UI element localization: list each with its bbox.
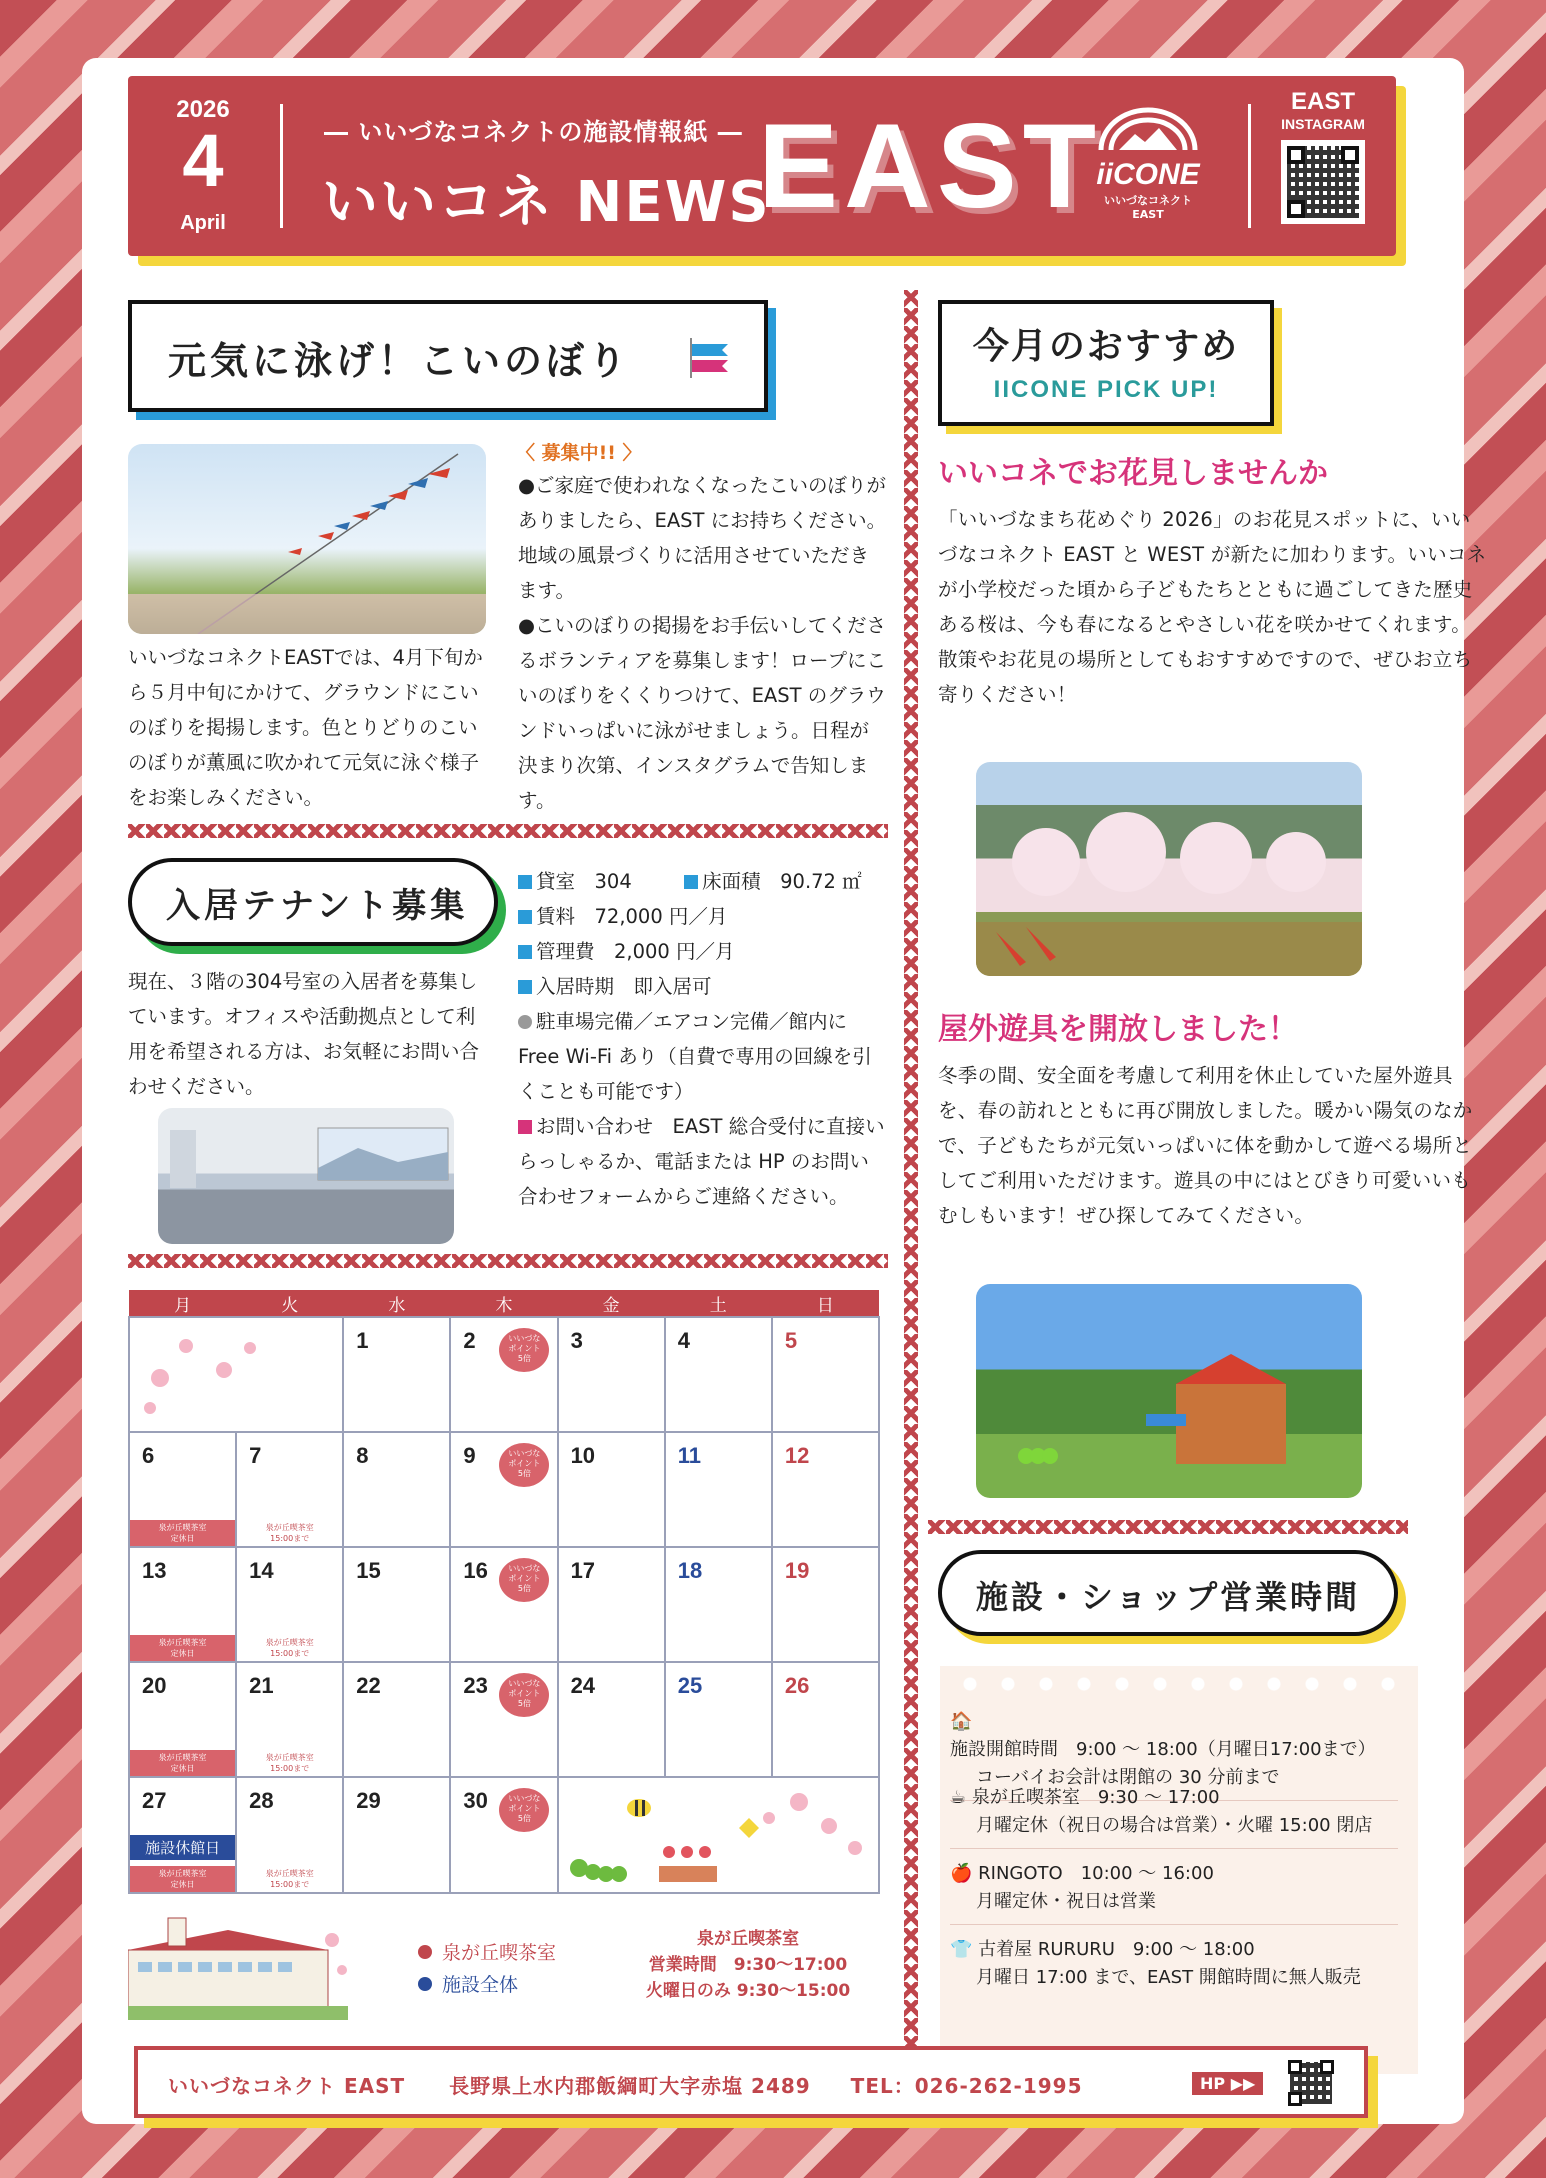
- weekday-wed: 水: [343, 1290, 450, 1317]
- calendar-day: 26: [772, 1662, 879, 1777]
- calendar-day: 12: [772, 1432, 879, 1547]
- point-badge: いいづな ポイント 5倍: [499, 1558, 549, 1602]
- office-photo: [158, 1108, 454, 1244]
- koinobori-icon: [688, 338, 734, 378]
- legend-facility: 施設全体: [418, 1970, 518, 1997]
- calendar-day: 3: [558, 1317, 665, 1432]
- calendar-day: 16 いいづな ポイント 5倍: [450, 1547, 557, 1662]
- calendar-day: 30 いいづな ポイント 5倍: [450, 1777, 557, 1893]
- cafe-short-note: 泉が丘喫茶室 15:00まで: [265, 1523, 314, 1543]
- divider: [280, 104, 283, 228]
- cafe-short-note: 泉が丘喫茶室 15:00まで: [265, 1638, 314, 1658]
- tenant-room: 貸室 304: [536, 870, 632, 893]
- point-badge: いいづな ポイント 5倍: [499, 1328, 549, 1372]
- calendar-day: 7 泉が丘喫茶室 15:00まで: [236, 1432, 343, 1547]
- school-building-illustration: [128, 1910, 348, 2020]
- point-badge: いいづな ポイント 5倍: [499, 1673, 549, 1717]
- calendar-day: 10: [558, 1432, 665, 1547]
- tenant-rent-line: [518, 899, 888, 934]
- calendar-day: 13 泉が丘喫茶室 定休日: [129, 1547, 236, 1662]
- masthead-subtitle: ― いいづなコネクトの施設情報紙 ―: [324, 118, 743, 146]
- cafe-closed-note: 泉が丘喫茶室 定休日: [130, 1866, 235, 1892]
- tenant-title: 入居テナント募集: [166, 886, 469, 926]
- calendar-day: 8: [343, 1432, 450, 1547]
- hanami-body: 「いいづなまち花めぐり 2026」のお花見スポットに、いいづなコネクト EAST と WEST が新たに加わります。いいコネが小学校だった頃から子どもたちとともに過ごしてきた歴史ある桜は、今も春になるとやさしい花を咲かせてくれます。散策やお花見の場所としてもおすすめですので、ぜひお立ち寄りください！: [938, 508, 1487, 706]
- playground-body: 冬季の間、安全面を考慮して利用を休止していた屋外遊具を、春の訪れとともに再び開放しました。暖かい陽気のなかで、子どもたちが元気いっぱいに体を動かして遊べる場所としてご利用いただけます。遊具の中にはとびきり可愛いいもむしもいます！ぜひ探してみてください。: [938, 1064, 1473, 1227]
- tenant-fee: 管理費 2,000 円／月: [536, 940, 735, 963]
- april-calendar: [128, 1290, 880, 1894]
- calendar-day: 6 泉が丘喫茶室 定休日: [129, 1432, 236, 1547]
- hours-memo: [940, 1666, 1418, 2074]
- weekday-sat: 土: [665, 1290, 772, 1317]
- cherry-blossom-photo: [976, 762, 1362, 976]
- cafe-hours-main: 営業時間 9:30～17:00: [648, 1955, 848, 1975]
- footer-name: いいづなコネクト EAST: [168, 2074, 406, 2098]
- weekday-thu: 木: [450, 1290, 557, 1317]
- bee-icon: [627, 1799, 651, 1817]
- recruit-item-volunteer: ●こいのぼりの掲揚をお手伝いしてくださるボランティアを募集します！ロープにこいのぼりをくくりつけて、EAST のグラウンドいっぱいに泳がせましょう。日程が決まり次第、インスタグラムで告知します。: [518, 614, 887, 812]
- calendar-day: 4: [665, 1317, 772, 1432]
- weekday-tue: 火: [236, 1290, 343, 1317]
- calendar-day: 29: [343, 1777, 450, 1893]
- cafe-closed-note: 泉が丘喫茶室 定休日: [130, 1750, 235, 1776]
- logo-east: EAST: [1132, 208, 1164, 221]
- weekday-sun: 日: [772, 1290, 879, 1317]
- house-icon: 🏠: [950, 1711, 973, 1732]
- hanami-heading: いいコネでお花見しませんか: [938, 456, 1328, 491]
- koinobori-body: いいづなコネクトEASTでは、4月下旬から５月中旬にかけて、グラウンドにこいのぼりを掲揚します。色とりどりのこいのぼりが薫風に吹かれて元気に泳ぐ様子をお楽しみください。: [128, 646, 483, 809]
- footer-hp-link[interactable]: HP ▶▶: [1192, 2072, 1263, 2095]
- calendar-day: 23 いいづな ポイント 5倍: [450, 1662, 557, 1777]
- gray-dot-icon: [518, 1015, 532, 1029]
- spring-illustration: [559, 1778, 879, 1888]
- masthead-edition: EAST: [758, 99, 1103, 233]
- hours-heading-box: [938, 1550, 1398, 1636]
- memo-binder-rings: [960, 1674, 1398, 1694]
- mountain-arc-icon: [1093, 106, 1203, 152]
- zigzag-column-divider: [904, 290, 918, 2070]
- hours-title: 施設・ショップ営業時間: [975, 1578, 1361, 1616]
- calendar-day: 15: [343, 1547, 450, 1662]
- shirt-icon: 👕: [950, 1939, 973, 1960]
- issue-year: 2026: [176, 96, 230, 123]
- hours-rururu: 👕 古着屋 RURURU 9:00 ～ 18:00 月曜日 17:00 まで、EAST 開館時間に無人販売: [950, 1939, 1361, 1988]
- weekday-fri: 金: [558, 1290, 665, 1317]
- calendar-day: 25: [665, 1662, 772, 1777]
- calendar-day: 22: [343, 1662, 450, 1777]
- blue-square-icon: [518, 910, 532, 924]
- logo-sub: いいづなコネクト: [1104, 194, 1192, 207]
- blue-square-icon: [518, 875, 532, 889]
- point-badge: いいづな ポイント 5倍: [499, 1788, 549, 1832]
- facility-closed-note: 施設休館日: [130, 1835, 235, 1860]
- zigzag-divider: [928, 1520, 1408, 1534]
- tenant-move: 入居時期 即入居可: [536, 975, 712, 998]
- blue-square-icon: [518, 945, 532, 959]
- legend-cafe: 泉が丘喫茶室: [418, 1938, 556, 1965]
- blue-square-icon: [684, 875, 698, 889]
- instagram-qr-code[interactable]: [1281, 140, 1365, 224]
- cafe-hours-note: [638, 1926, 858, 2004]
- playground-photo: [976, 1284, 1362, 1498]
- calendar-day: 27 施設休館日 泉が丘喫茶室 定休日: [129, 1777, 236, 1893]
- apple-icon: 🍎: [950, 1863, 973, 1884]
- calendar-day: 28 泉が丘喫茶室 15:00まで: [236, 1777, 343, 1893]
- hours-cafe: ☕ 泉が丘喫茶室 9:30 ～ 17:00 月曜定休（祝日の場合は営業）・火曜 15:00 閉店: [950, 1784, 1398, 1849]
- tenant-area: 床面積 90.72 ㎡: [702, 870, 862, 893]
- instagram-label-east: EAST: [1290, 88, 1355, 115]
- calendar-day: 14 泉が丘喫茶室 15:00まで: [236, 1547, 343, 1662]
- red-dot-icon: [418, 1945, 432, 1959]
- cafe-hours-title: 泉が丘喫茶室: [697, 1929, 799, 1949]
- blue-square-icon: [518, 980, 532, 994]
- tenant-room-line: [518, 864, 888, 899]
- pickup-subtitle: IICONE PICK UP!: [993, 376, 1219, 403]
- pickup-heading-box: [938, 300, 1274, 426]
- cafe-closed-note: 泉が丘喫茶室 定休日: [130, 1635, 235, 1661]
- koinobori-heading-box: [128, 300, 768, 412]
- cafe-icon: ☕: [950, 1787, 967, 1808]
- tenant-contact: お問い合わせ EAST 総合受付に直接いらっしゃるか、電話または HP のお問い合わせフォームからご連絡ください。: [518, 1115, 885, 1208]
- cafe-short-note: 泉が丘喫茶室 15:00まで: [265, 1753, 314, 1773]
- tenant-heading-box: [128, 858, 498, 946]
- issue-month-name: April: [180, 212, 226, 234]
- calendar-day: 9 いいづな ポイント 5倍: [450, 1432, 557, 1547]
- cafe-short-note: 泉が丘喫茶室 15:00まで: [265, 1869, 314, 1889]
- calendar-day: 1: [343, 1317, 450, 1432]
- masthead: [128, 76, 1396, 256]
- divider: [1248, 104, 1251, 228]
- cafe-hours-tue: 火曜日のみ 9:30～15:00: [645, 1981, 851, 2001]
- issue-month: 4: [182, 119, 224, 202]
- sakura-decoration: [130, 1318, 280, 1418]
- calendar-day: 21 泉が丘喫茶室 15:00まで: [236, 1662, 343, 1777]
- butterfly-icon: [739, 1818, 759, 1838]
- weekday-mon: 月: [129, 1290, 236, 1317]
- tenant-move-line: [518, 969, 888, 1004]
- recruit-label: 〈 募集中!! 〉: [516, 442, 642, 464]
- hours-facility: 🏠 施設開館時間 9:00 ～ 18:00（月曜日17:00まで） コーバイお会計は閉館の 30 分前まで: [950, 1708, 1398, 1801]
- zigzag-divider: [128, 824, 888, 838]
- blue-dot-icon: [418, 1977, 432, 1991]
- masthead-title: いいコネ NEWS: [322, 170, 771, 235]
- pink-square-icon: [518, 1120, 532, 1134]
- cafe-closed-note: 泉が丘喫茶室 定休日: [130, 1520, 235, 1546]
- point-badge: いいづな ポイント 5倍: [499, 1443, 549, 1487]
- newsletter-page: [82, 58, 1487, 2124]
- instagram-label: INSTAGRAM: [1281, 116, 1365, 132]
- footer-address: 長野県上水内郡飯綱町大字赤塩 2489: [449, 2074, 811, 2098]
- footer-tel: TEL：026-262-1995: [850, 2074, 1083, 2098]
- hp-qr-code[interactable]: [1284, 2056, 1338, 2110]
- issue-date: [128, 76, 278, 256]
- iicone-logo: [1088, 106, 1208, 221]
- zigzag-divider: [128, 1254, 888, 1268]
- tenant-rent: 賃料 72,000 円／月: [536, 905, 728, 928]
- calendar-day: 5: [772, 1317, 879, 1432]
- tenant-contact-line: [518, 1109, 888, 1214]
- calendar-day: 24: [558, 1662, 665, 1777]
- pickup-title: 今月のおすすめ: [972, 326, 1240, 367]
- tenant-fee-line: [518, 934, 888, 969]
- tenant-facility: 駐車場完備／エアコン完備／館内に Free Wi-Fi あり（自費で専用の回線を引くことも可能です）: [518, 1010, 872, 1103]
- calendar-day: 19: [772, 1547, 879, 1662]
- recruit-item-donate: ●ご家庭で使われなくなったこいのぼりがありましたら、EAST にお持ちください。地域の風景づくりに活用させていただきます。: [518, 474, 887, 602]
- calendar-blank-cell: [129, 1317, 343, 1432]
- tenant-facility-line: [518, 1004, 888, 1109]
- calendar-day: 20 泉が丘喫茶室 定休日: [129, 1662, 236, 1777]
- koinobori-title: 元気に泳げ！こいのぼり: [168, 339, 631, 383]
- calendar-illustration-cell: [558, 1777, 879, 1893]
- tenant-body: 現在、３階の304号室の入居者を募集しています。オフィスや活動拠点として利用を希望される方は、お気軽にお問い合わせください。: [128, 970, 480, 1098]
- hours-ringoto: 🍎 RINGOTO 10:00 ～ 16:00 月曜定休・祝日は営業: [950, 1860, 1398, 1925]
- calendar-day: 17: [558, 1547, 665, 1662]
- footer-contact: [168, 2070, 1082, 2099]
- koinobori-photo: [128, 444, 486, 634]
- logo-word: iiCONE: [1096, 158, 1200, 191]
- instagram-block: [1258, 88, 1388, 224]
- footer: [134, 2046, 1368, 2118]
- calendar-day: 2 いいづな ポイント 5倍: [450, 1317, 557, 1432]
- caterpillar-icon: [570, 1859, 627, 1882]
- calendar-day: 11: [665, 1432, 772, 1547]
- playground-heading: 屋外遊具を開放しました！: [938, 1012, 1298, 1047]
- calendar-day: 18: [665, 1547, 772, 1662]
